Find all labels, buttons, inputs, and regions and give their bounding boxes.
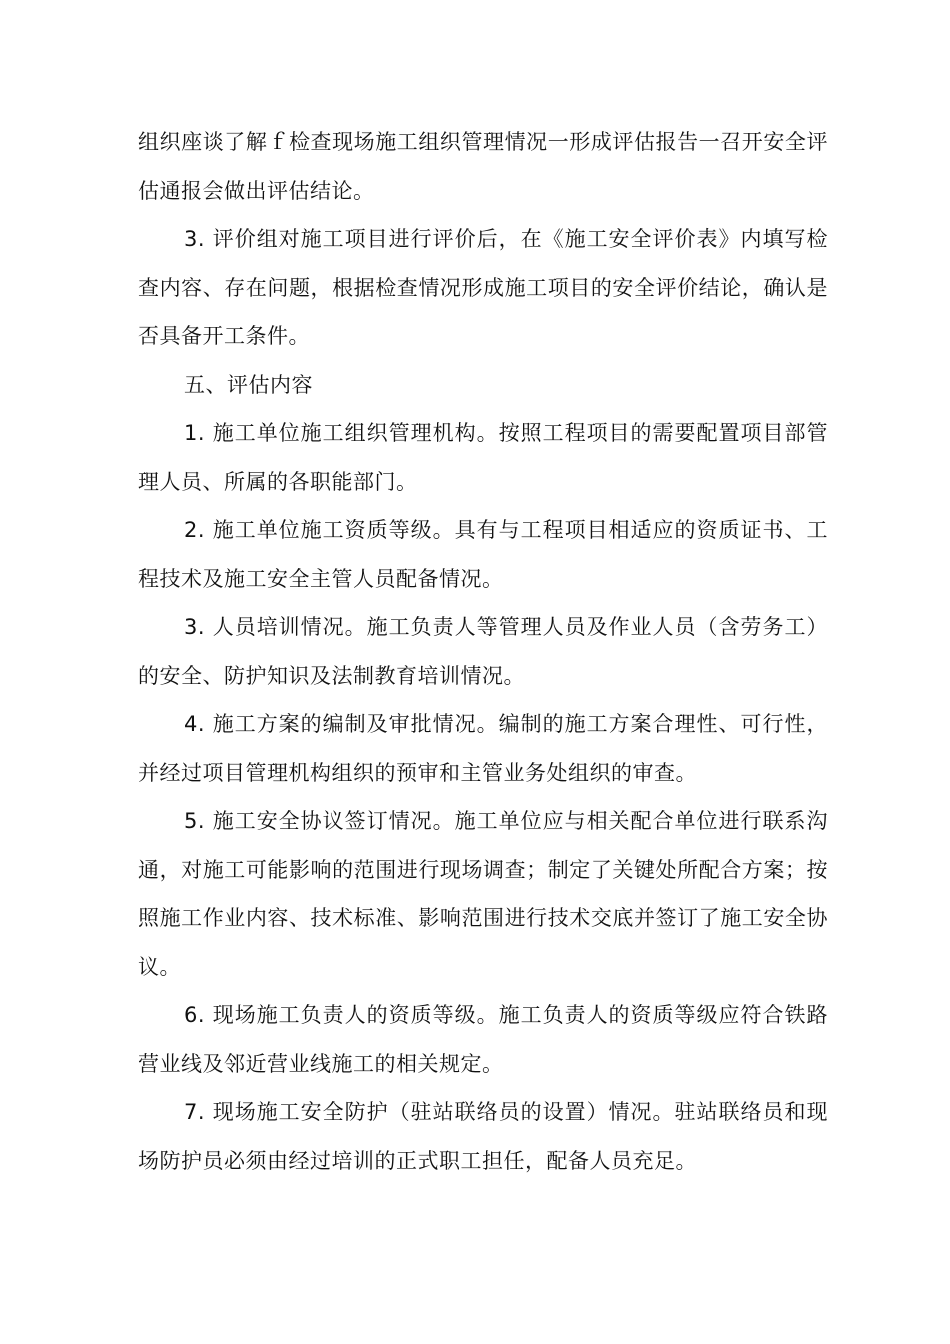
paragraph-item-1: 1. 施工单位施工组织管理机构。按照工程项目的需要配置项目部管理人员、所属的各职能部门。 bbox=[138, 421, 828, 494]
paragraph-item-7: 7. 现场施工安全防护（驻站联络员的设置）情况。驻站联络员和现场防护员必须由经过培训的正式职工担任，配备人员充足。 bbox=[138, 1100, 828, 1173]
section-heading-evaluation-content: 五、评估内容 bbox=[184, 372, 313, 397]
paragraph-item-3: 3. 人员培训情况。施工负责人等管理人员及作业人员（含劳务工）的安全、防护知识及法制教育培训情况。 bbox=[138, 615, 828, 688]
paragraph-item-4: 4. 施工方案的编制及审批情况。编制的施工方案合理性、可行性，并经过项目管理机构组织的预审和主管业务处组织的审查。 bbox=[138, 712, 828, 785]
paragraph-item-3-evaluation: 3. 评价组对施工项目进行评价后，在《施工安全评价表》内填写检查内容、存在问题，根据检查情况形成施工项目的安全评价结论，确认是否具备开工条件。 bbox=[138, 227, 828, 348]
paragraph-item-6: 6. 现场施工负责人的资质等级。施工负责人的资质等级应符合铁路营业线及邻近营业线施工的相关规定。 bbox=[138, 1003, 828, 1076]
paragraph-continuation: 组织座谈了解ｆ检查现场施工组织管理情况一形成评估报告一召开安全评估通报会做出评估结论。 bbox=[138, 130, 828, 203]
document-body bbox=[138, 118, 828, 1185]
paragraph-item-5: 5. 施工安全协议签订情况。施工单位应与相关配合单位进行联系沟通，对施工可能影响的范围进行现场调查；制定了关键处所配合方案；按照施工作业内容、技术标准、影响范围进行技术交底并签订了施工安全协议。 bbox=[138, 809, 828, 979]
paragraph-item-2: 2. 施工单位施工资质等级。具有与工程项目相适应的资质证书、工程技术及施工安全主管人员配备情况。 bbox=[138, 518, 828, 591]
